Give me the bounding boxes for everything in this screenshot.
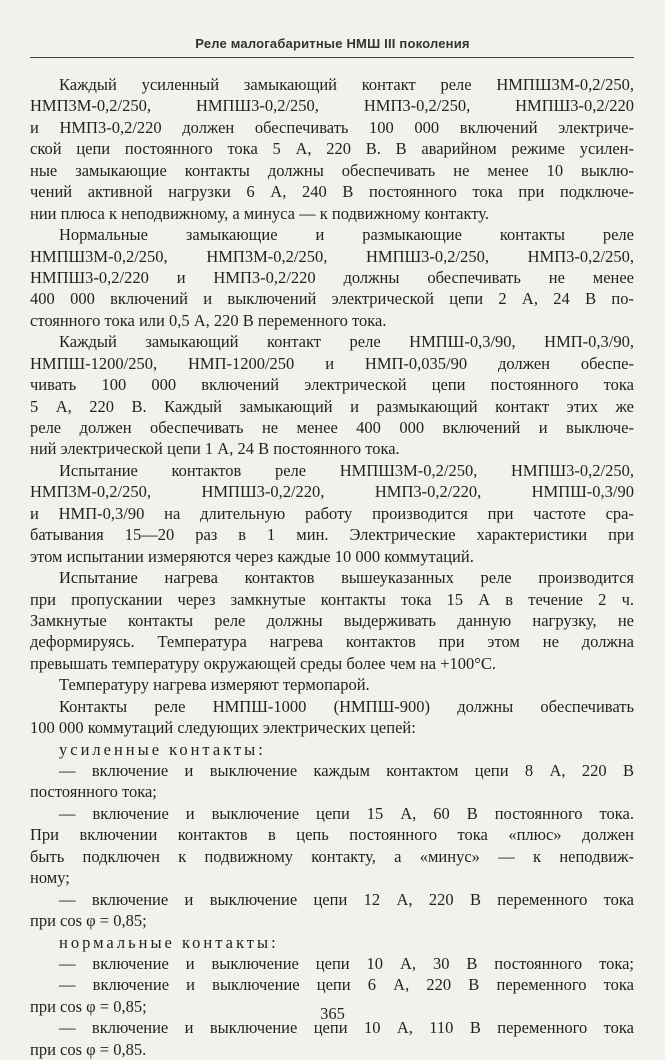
text-line: Каждый замыкающий контакт реле НМПШ-0,3/90, НМП-0,3/90, (59, 332, 634, 352)
text-line: быть подключен к подвижному контакту, а «минус» — к неподвиж- (30, 846, 634, 866)
text-line: НМПШ3М-0,2/250, НМП3М-0,2/250, НМПШ3-0,2/250, НМП3-0,2/250, (30, 246, 634, 266)
text-line: НМПШ-1200/250, НМП-1200/250 и НМП-0,035/90 должен обеспе- (30, 353, 634, 373)
text-line: Нормальные замыкающие и размыкающие контакты реле (59, 225, 634, 245)
text-line: при пропускании через замкнутые контакты тока 15 А в течение 2 ч. (30, 589, 634, 609)
page-number: 365 (320, 1004, 345, 1023)
text-line: НМПШ3-0,2/220 и НМП3-0,2/220 должны обеспечивать не менее (30, 267, 634, 287)
text-line: чений активной нагрузки 6 А, 240 В постоянного тока при подключе- (30, 182, 634, 202)
text-line: НМП3М-0,2/250, НМПШ3-0,2/250, НМП3-0,2/250, НМПШ3-0,2/220 (30, 96, 634, 116)
text-line: батывания 15—20 раз в 1 мин. Электрические характеристики при (30, 525, 634, 545)
text-line: при cos φ = 0,85; (30, 996, 147, 1016)
text-line: 5 А, 220 В. Каждый замыкающий и размыкающий контакт этих же (30, 396, 634, 416)
running-head: Реле малогабаритные НМШ III поколения (195, 36, 470, 51)
text-line: — включение и выключение цепи 10 А, 110 В переменного тока (59, 1018, 634, 1038)
text-line: ные замыкающие контакты должны обеспечивать не менее 10 выклю- (30, 160, 634, 180)
text-line: чивать 100 000 включений электрической цепи постоянного тока (30, 375, 634, 395)
text-line: Температуру нагрева измеряют термопарой. (59, 675, 370, 695)
text-line: При включении контактов в цепь постоянного тока «плюс» должен (30, 825, 634, 845)
text-line: — включение и выключение каждым контактом цепи 8 А, 220 В (59, 761, 634, 780)
text-line: при cos φ = 0,85. (30, 1039, 147, 1059)
text-line: Контакты реле НМПШ-1000 (НМПШ-900) должны обеспечивать (59, 696, 634, 716)
text-line: и НМП3-0,2/220 должен обеспечивать 100 000 включений электриче- (30, 117, 634, 137)
text-line: постоянного тока; (30, 782, 157, 802)
text-line: и НМП-0,3/90 на длительную работу производится при частоте сра- (30, 503, 634, 523)
text-line: усиленные контакты: (59, 739, 266, 759)
text-line: 400 000 включений и выключений электрической цепи 2 А, 24 В по- (30, 289, 634, 309)
header-rule (30, 57, 634, 58)
text-line: превышать температуру окружающей среды более чем на +100°С. (30, 653, 497, 673)
text-line: деформируясь. Температура нагрева контактов при этом не должна (30, 632, 634, 652)
text-line: НМП3М-0,2/250, НМПШ3-0,2/220, НМП3-0,2/220, НМПШ-0,3/90 (30, 482, 634, 502)
text-line: Каждый усиленный замыкающий контакт реле НМПШ3М-0,2/250, (59, 75, 634, 94)
text-line: — включение и выключение цепи 12 А, 220 В переменного тока (59, 889, 634, 909)
text-line: ний электрической цепи 1 А, 24 В постоянного тока. (30, 439, 400, 459)
text-line: стоянного тока или 0,5 А, 220 В переменного тока. (30, 310, 387, 330)
text-line: этом испытании измеряются через каждые 10 000 коммутаций. (30, 546, 474, 566)
text-line: — включение и выключение цепи 10 А, 30 В постоянного тока; (59, 953, 634, 973)
text-line: 100 000 коммутаций следующих электрических цепей: (30, 718, 416, 738)
text-line: ному; (30, 868, 70, 888)
text-line: — включение и выключение цепи 15 А, 60 В постоянного тока. (59, 803, 634, 823)
text-line: ской цепи постоянного тока 5 А, 220 В. В аварийном режиме усилен- (30, 139, 634, 159)
body-text (30, 74, 634, 1060)
text-line: — включение и выключение цепи 6 А, 220 В переменного тока (59, 975, 634, 995)
text-line: Замкнутые контакты реле должны выдерживать данную нагрузку, не (30, 610, 634, 630)
text-line: Испытание нагрева контактов вышеуказанных реле производится (59, 568, 634, 588)
text-line: при cos φ = 0,85; (30, 911, 147, 931)
text-line: реле должен обеспечивать не менее 400 000 включений и выключе- (30, 418, 634, 437)
text-line: нии плюса к неподвижному, а минуса — к подвижному контакту. (30, 203, 490, 223)
text-line: нормальные контакты: (59, 932, 279, 952)
text-line: Испытание контактов реле НМПШ3М-0,2/250, НМПШ3-0,2/250, (59, 460, 634, 480)
